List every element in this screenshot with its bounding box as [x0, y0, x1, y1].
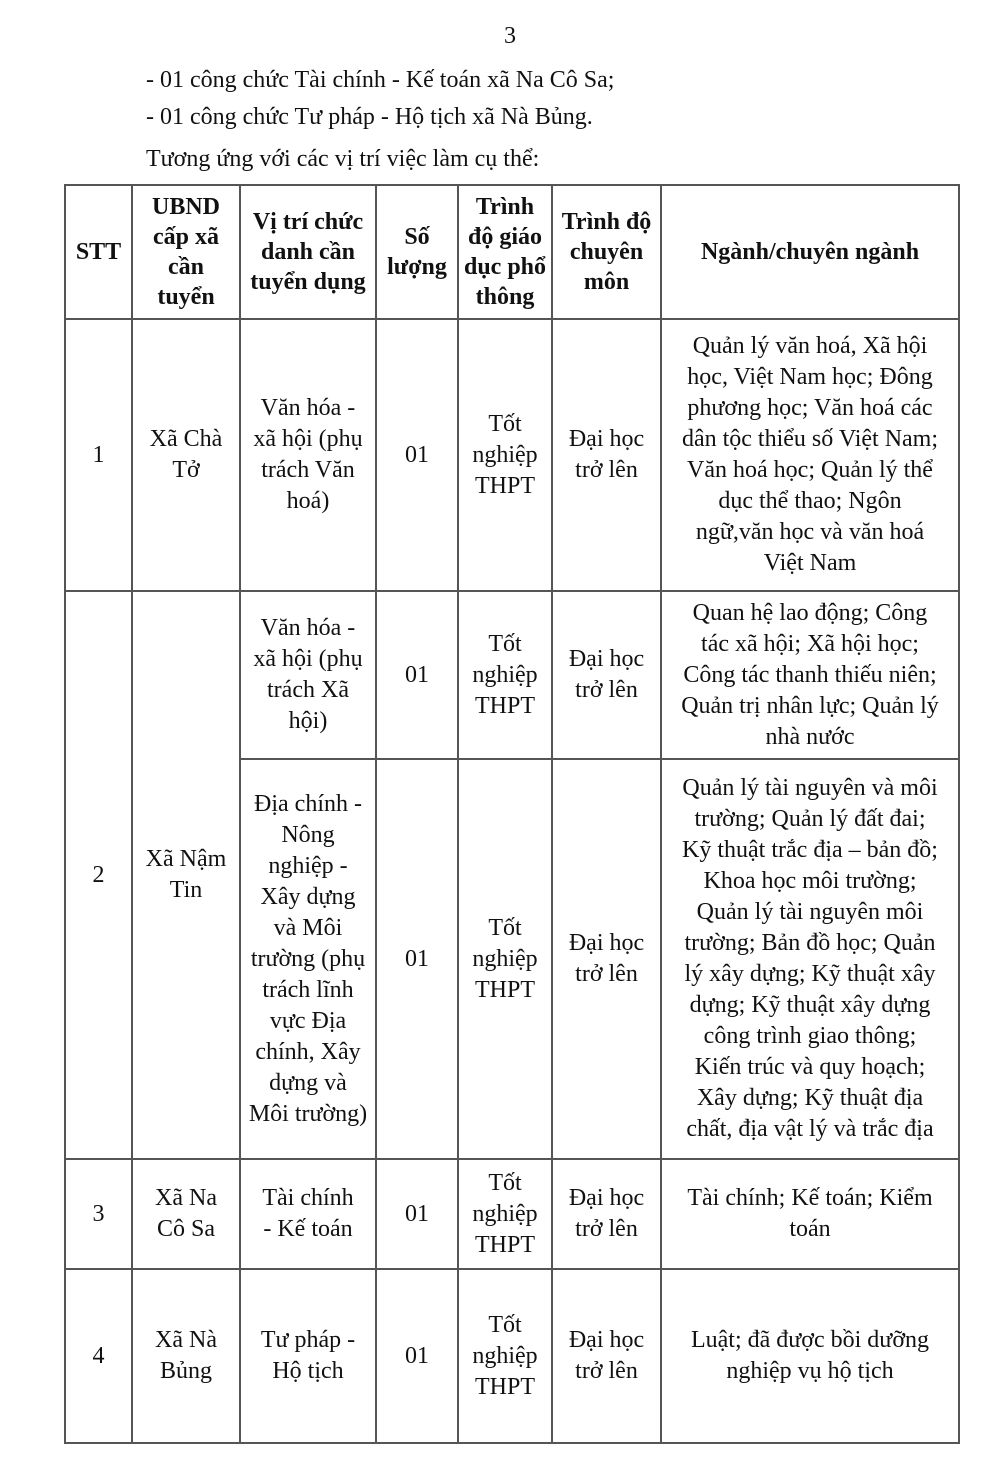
- cell-quantity: 01: [376, 1159, 458, 1269]
- cell-stt: 4: [65, 1269, 132, 1443]
- cell-position: Văn hóa - xã hội (phụ trách Văn hoá): [240, 319, 376, 591]
- header-stt: STT: [65, 185, 132, 319]
- cell-professional-level: Đại học trở lên: [552, 319, 661, 591]
- header-position: Vị trí chức danh cần tuyển dụng: [240, 185, 376, 319]
- header-ubnd: UBND cấp xã cần tuyển: [132, 185, 240, 319]
- cell-position: Văn hóa - xã hội (phụ trách Xã hội): [240, 591, 376, 759]
- cell-general-education: Tốt nghiệp THPT: [458, 1269, 552, 1443]
- cell-general-education: Tốt nghiệp THPT: [458, 1159, 552, 1269]
- cell-majors: Quản lý văn hoá, Xã hội học, Việt Nam học; Đông phương học; Văn hoá các dân tộc thiểu số Việt Nam; Văn hoá học; Quản lý thể dục thể thao; Ngôn ngữ,văn học và văn hoá Việt Nam: [661, 319, 959, 591]
- cell-professional-level: Đại học trở lên: [552, 1159, 661, 1269]
- cell-stt: 3: [65, 1159, 132, 1269]
- cell-quantity: 01: [376, 591, 458, 759]
- table-row: [65, 1269, 959, 1443]
- header-general-education: Trình độ giáo dục phổ thông: [458, 185, 552, 319]
- intro-line: - 01 công chức Tư pháp - Hộ tịch xã Nà Bủng.: [146, 104, 593, 130]
- cell-stt: 2: [65, 591, 132, 1159]
- cell-general-education: Tốt nghiệp THPT: [458, 591, 552, 759]
- table-row: [65, 591, 959, 759]
- cell-ubnd: Xã Nà Bủng: [132, 1269, 240, 1443]
- cell-majors: Luật; đã được bồi dưỡng nghiệp vụ hộ tịch: [661, 1269, 959, 1443]
- intro-line: Tương ứng với các vị trí việc làm cụ thể:: [146, 146, 540, 172]
- table-row: [65, 319, 959, 591]
- cell-quantity: 01: [376, 319, 458, 591]
- header-majors: Ngành/chuyên ngành: [661, 185, 959, 319]
- cell-ubnd: Xã Nậm Tin: [132, 591, 240, 1159]
- cell-stt: 1: [65, 319, 132, 591]
- cell-professional-level: Đại học trở lên: [552, 1269, 661, 1443]
- cell-quantity: 01: [376, 1269, 458, 1443]
- cell-general-education: Tốt nghiệp THPT: [458, 759, 552, 1159]
- page-number: 3: [504, 23, 516, 49]
- cell-general-education: Tốt nghiệp THPT: [458, 319, 552, 591]
- job-positions-table: [64, 184, 960, 1444]
- cell-quantity: 01: [376, 759, 458, 1159]
- cell-ubnd: Xã Na Cô Sa: [132, 1159, 240, 1269]
- cell-professional-level: Đại học trở lên: [552, 759, 661, 1159]
- intro-line: - 01 công chức Tài chính - Kế toán xã Na Cô Sa;: [146, 67, 615, 93]
- cell-position: Địa chính - Nông nghiệp - Xây dựng và Môi trường (phụ trách lĩnh vực Địa chính, Xây dựng và Môi trường): [240, 759, 376, 1159]
- header-professional-level: Trình độ chuyên môn: [552, 185, 661, 319]
- cell-majors: Tài chính; Kế toán; Kiểm toán: [661, 1159, 959, 1269]
- cell-ubnd: Xã Chà Tở: [132, 319, 240, 591]
- cell-professional-level: Đại học trở lên: [552, 591, 661, 759]
- cell-position: Tài chính - Kế toán: [240, 1159, 376, 1269]
- header-quantity: Số lượng: [376, 185, 458, 319]
- cell-position: Tư pháp - Hộ tịch: [240, 1269, 376, 1443]
- table-row: [65, 1159, 959, 1269]
- cell-majors: Quản lý tài nguyên và môi trường; Quản lý đất đai; Kỹ thuật trắc địa – bản đồ; Khoa học môi trường; Quản lý tài nguyên môi trường; Bản đồ học; Quản lý xây dựng; Kỹ thuật xây dựng; Kỹ thuật xây dựng công trình giao thông; Kiến trúc và quy hoạch; Xây dựng; Kỹ thuật địa chất, địa vật lý và trắc địa: [661, 759, 959, 1159]
- table-header-row: [65, 185, 959, 319]
- cell-majors: Quan hệ lao động; Công tác xã hội; Xã hội học; Công tác thanh thiếu niên; Quản trị nhân lực; Quản lý nhà nước: [661, 591, 959, 759]
